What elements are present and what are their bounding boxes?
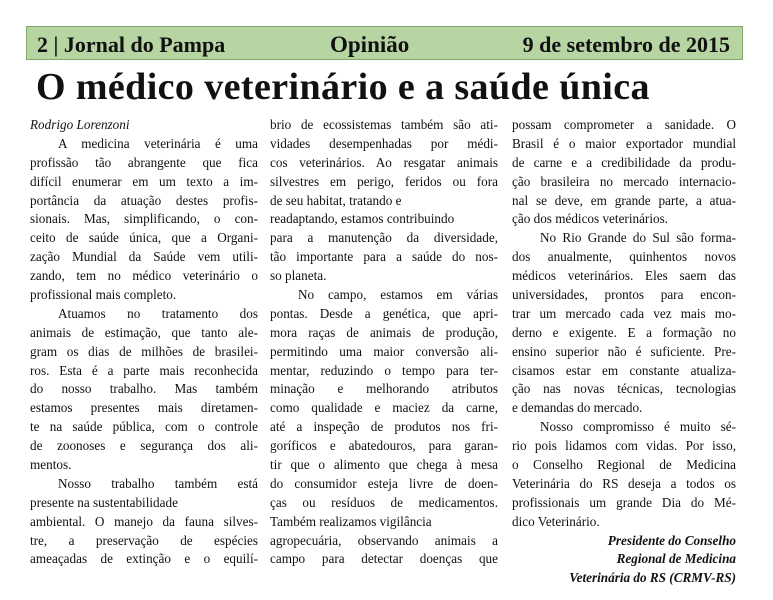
text-line: profissional mais completo. <box>30 287 177 303</box>
text-line: tre, a preservação de espécies <box>30 532 258 548</box>
text-line: silvestres em perigo, feridos ou fora <box>270 173 498 189</box>
text-line: tão importante para a saúde do nos- <box>270 249 498 265</box>
text-line: estamos presentes mais diretamen- <box>30 400 258 416</box>
text-line: para a manutenção da diversidade, <box>270 230 498 246</box>
text-line: ceito de saúde única, que a Organi- <box>30 230 258 246</box>
text-line: Veterinária do RS deseja a todos os <box>512 475 736 491</box>
signature-line: Veterinária do RS (CRMV-RS) <box>569 570 736 586</box>
text-line: ção nas novas técnicas, tecnologias <box>512 381 736 397</box>
text-line: trar um mercado cada vez mais mo- <box>512 305 736 321</box>
section-name: Opinião <box>330 32 410 57</box>
text-line: rio pois lidamos com vidas. Por isso, <box>512 438 736 454</box>
text-line: sionais. Mas, simplificando, o con- <box>30 211 258 227</box>
text-line: até a inspeção de produtos nos fri- <box>270 419 498 435</box>
text-line: derno e exigente. E a formação no <box>512 324 736 340</box>
text-line: A medicina veterinária é uma <box>58 135 258 151</box>
page-number-and-newspaper: 2 | Jornal do Pampa <box>37 32 226 57</box>
text-line: de carne e a credibilidade da produ- <box>512 154 736 170</box>
text-line: ção dos médicos veterinários. <box>512 211 669 227</box>
text-line: ças ou resíduos de medicamentos. <box>270 494 498 510</box>
author-name: Rodrigo Lorenzoni <box>30 117 130 132</box>
text-line: difícil enumerar em um texto a im- <box>30 173 258 189</box>
text-line: profissão tão abrangente que fica <box>30 154 258 170</box>
signature-line: Regional de Medicina <box>616 551 736 567</box>
text-line: tir que o alimento que chega à mesa <box>270 457 498 473</box>
text-line: mora raças de animais de produção, <box>270 324 498 340</box>
text-line: médicos veterinários. Eles saem das <box>512 268 736 284</box>
text-line: ameaçadas de extinção e o equilí- <box>30 551 258 567</box>
column-3-lines <box>512 116 736 532</box>
text-line: dos anualmente, quinhentos novos <box>512 249 736 265</box>
text-line: possam comprometer a sanidade. O <box>512 117 736 132</box>
text-line: permitindo uma maior conversão ali- <box>270 343 498 359</box>
text-line: profissionais um grande Dia do Mé- <box>512 494 736 510</box>
text-line: do nosso trabalho. Mas também <box>30 381 258 397</box>
text-line: mentos. <box>30 457 72 473</box>
text-line: de seu habitat, tratando e <box>270 192 402 208</box>
text-line: ambiental. O manejo da fauna silves- <box>30 513 258 529</box>
text-line: cisamos estar em constante atualiza- <box>512 362 736 378</box>
text-line: agropecuária, observando animais a <box>270 532 498 548</box>
text-line: ensino superior não é suficiente. Pre- <box>512 343 736 359</box>
text-line: e demandas do mercado. <box>512 400 643 416</box>
article-headline: O médico veterinário e a saúde única <box>36 66 650 108</box>
signature-line: Presidente do Conselho <box>607 532 736 548</box>
text-line: do consumidor esteja livre de doen- <box>270 475 498 491</box>
text-line: brio de ecossistemas também são ati- <box>270 117 498 132</box>
text-line: campo para detectar doenças que <box>270 551 498 567</box>
text-line: gram os dias de milhões de brasilei- <box>30 343 258 359</box>
text-line: cos veterinários. Ao resgatar animais <box>270 154 498 170</box>
author-signature <box>512 532 736 589</box>
column-1-lines <box>30 135 258 569</box>
text-line: vidades desempenhadas por médi- <box>270 135 498 151</box>
text-line: presente na sustentabilidade <box>30 494 178 510</box>
text-line: zando, tem no médico veterinário o <box>30 268 258 284</box>
text-line: minação e melhorando atributos <box>270 381 498 397</box>
text-line: animais de estimação, que tanto ale- <box>30 324 258 340</box>
text-line: Atuamos no tratamento dos <box>58 305 258 321</box>
text-line: Nosso compromisso é muito sé- <box>540 419 736 435</box>
publication-date: 9 de setembro de 2015 <box>522 32 730 57</box>
text-line: No campo, estamos em várias <box>298 287 498 303</box>
text-line: ção brasileira no mercado internacio- <box>512 173 736 189</box>
text-line: Também realizamos vigilância <box>270 513 432 529</box>
text-line: dico Veterinário. <box>512 513 600 529</box>
text-line: o Conselho Regional de Medicina <box>512 457 736 473</box>
text-line: so planeta. <box>270 268 327 284</box>
text-line: mentar, reduzindo o tempo para ter- <box>270 362 498 378</box>
text-line: goríficos e abatedouros, para garan- <box>270 438 498 454</box>
text-line: de zoonoses e segurança dos ali- <box>30 438 258 454</box>
article-column-2 <box>270 116 498 569</box>
text-line: como qualidade e maciez da carne, <box>270 400 498 416</box>
article-column-3 <box>512 116 736 588</box>
text-line: Nosso trabalho também está <box>58 475 258 491</box>
text-line: readaptando, estamos contribuindo <box>270 211 455 227</box>
text-line: ros. Esta é a parte mais reconhecida <box>30 362 258 378</box>
text-line: portância da atuação destes profis- <box>30 192 258 208</box>
text-line: te na saúde pública, com o controle <box>30 419 258 435</box>
text-line: universidades, prontos para encon- <box>512 287 736 303</box>
text-line: zação Mundial da Saúde vem utili- <box>30 249 258 265</box>
text-line: pontas. Desde a genética, que apri- <box>270 305 498 321</box>
article-column-1 <box>30 116 258 569</box>
text-line: nal se deve, em grande parte, a atua- <box>512 192 736 208</box>
page-header-bar <box>26 26 743 60</box>
text-line: Brasil é o maior exportador mundial <box>512 135 736 151</box>
text-line: No Rio Grande do Sul são forma- <box>540 230 736 246</box>
